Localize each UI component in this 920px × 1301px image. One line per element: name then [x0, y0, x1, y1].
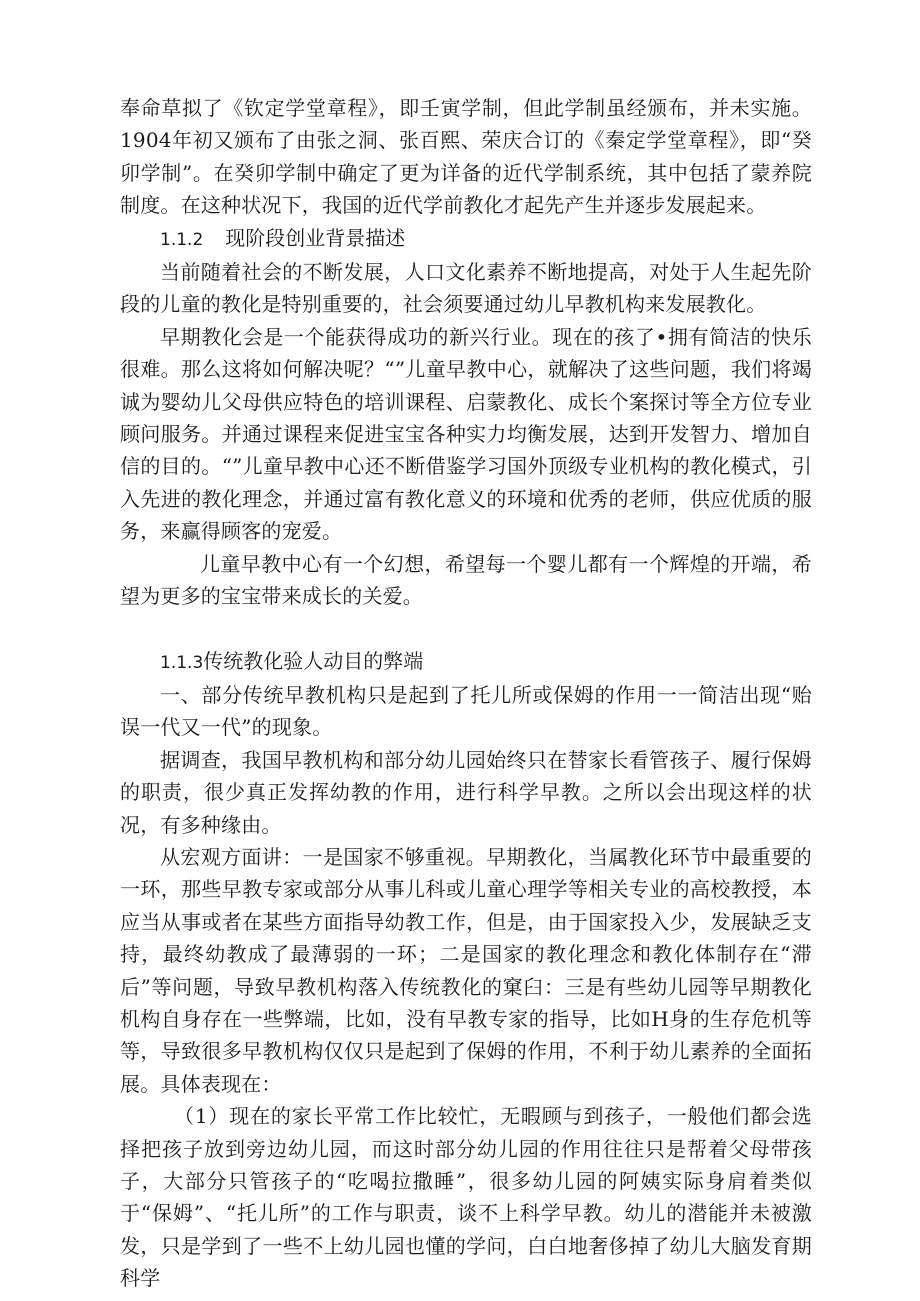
- section-number: 1.1.2: [160, 229, 204, 250]
- paragraph: 一、部分传统早教机构只是起到了托儿所或保姆的作用一一简洁出现“贻误一代又一代”的现象。: [120, 682, 812, 740]
- section-title: 现阶段创业背景描述: [225, 225, 406, 250]
- document-body: [120, 92, 812, 1295]
- paragraph: 儿童早教中心有一个幻想，希望每一个婴儿都有一个辉煌的开端，希望为更多的宝宝带来成长的关爱。: [120, 551, 812, 609]
- paragraph: 当前随着社会的不断发展，人口文化素养不断地提高，对处于人生起先阶段的儿童的教化是特别重要的，社会须要通过幼儿早教机构来发展教化。: [120, 260, 812, 317]
- section-title: 传统教化验人动目的弊端: [203, 648, 424, 673]
- paragraph-continuation: 奉命草拟了《钦定学堂章程》，即壬寅学制，但此学制虽经颁布，并未实施。1904年初又颁布了由张之洞、张百熙、荣庆合订的《秦定学堂章程》，即“癸卯学制”。在癸卯学制中确定了更为详备的近代学制系统，其中包括了蒙养院制度。在这种状况下，我国的近代学前教化才起先产生并逐步发展起来。: [120, 96, 812, 218]
- paragraph: 早期教化会是一个能获得成功的新兴行业。现在的孩了•拥有简洁的快乐很难。那么这将如何解决呢？“”儿童早教中心，就解决了这些问题，我们将竭诚为婴幼儿父母供应特色的培训课程、启蒙教化、成长个案探讨等全方位专业顾问服务。并通过课程来促进宝宝各种实力均衡发展，达到开发智力、增加自信的目的。“”儿童早教中心还不断借鉴学习国外顶级专业机构的教化模式，引入先进的教化理念，并通过富有教化意义的环境和优秀的老师，供应优质的服务，来赢得顾客的宠爱。: [120, 324, 812, 544]
- section-number: 1.1.3: [160, 652, 204, 673]
- blank-line: [120, 613, 812, 645]
- paragraph-list-item: （1）现在的家长平常工作比较忙，无暇顾与到孩子，一般他们都会选择把孩子放到旁边幼儿园，而这时部分幼儿园的作用往往只是帮着父母带孩子，大部分只管孩子的“吃喝拉撒睡”，很多幼儿园的阿姨实际身肩着类似于“保姆”、“托儿所”的工作与职责，谈不上科学早教。幼儿的潜能并未被激发，只是学到了一些不上幼儿园也懂的学问，白白地奢侈掉了幼儿大脑发育期科学: [120, 1104, 812, 1291]
- section-heading-1-1-3: [120, 645, 812, 679]
- section-heading-1-1-2: [120, 222, 812, 256]
- paragraph: 据调查，我国早教机构和部分幼儿园始终只在替家长看管孩子、履行保姆的职责，很少真正发挥幼教的作用，进行科学早教。之所以会出现这样的状况，有多种缘由。: [120, 747, 812, 837]
- paragraph: 从宏观方面讲：一是国家不够重视。早期教化，当属教化环节中最重要的一环，那些早教专家或部分从事儿科或儿童心理学等相关专业的高校教授，本应当从事或者在某些方面指导幼教工作，但是，由于国家投入少，发展缺乏支持，最终幼教成了最薄弱的一环；二是国家的教化理念和教化体制存在“滞后”等问题，导致早教机构落入传统教化的窠臼：三是有些幼儿园等早期教化机构自身存在一些弊端，比如，没有早教专家的指导，比如H身的生存危机等等，导致很多早教机构仅仅只是起到了保姆的作用，不利于幼儿素养的全面拓展。具体表现在：: [120, 844, 812, 1096]
